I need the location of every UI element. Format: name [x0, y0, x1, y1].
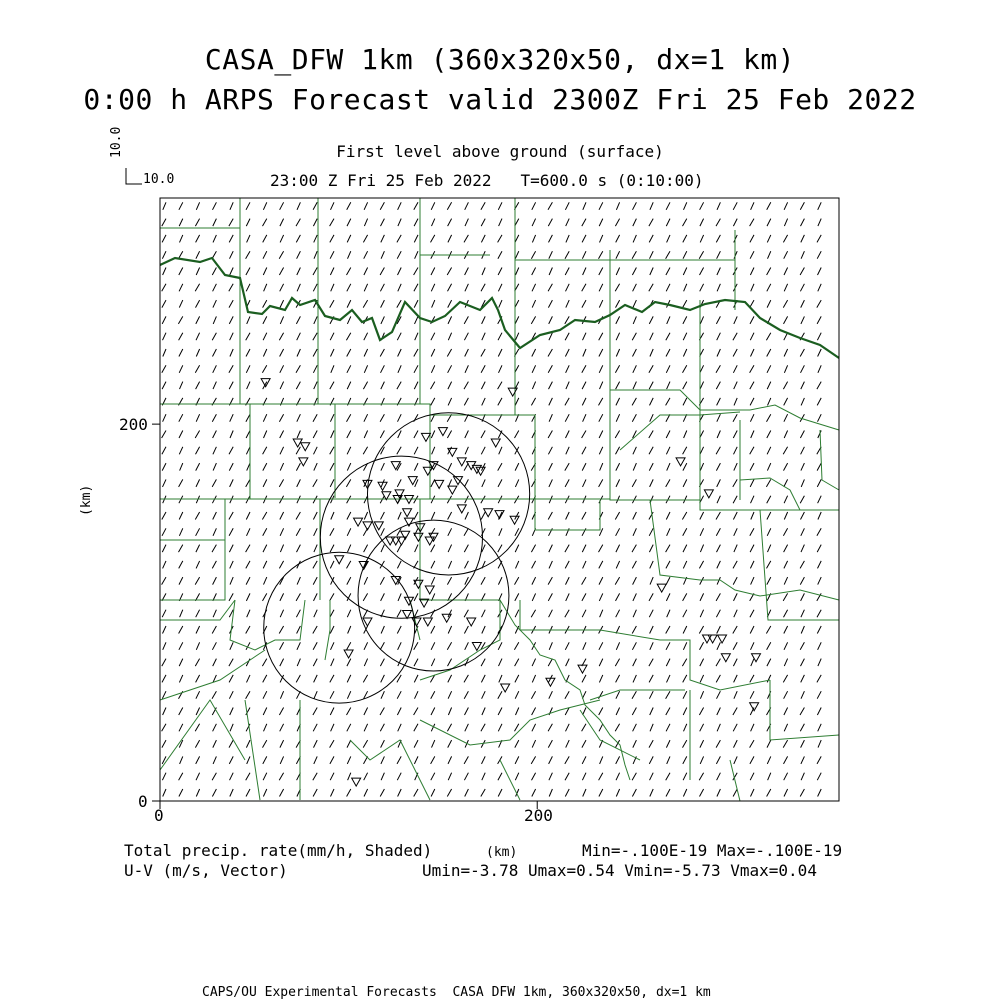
- station-marker-6: [391, 462, 400, 470]
- uv-minmax: Umin=-3.78 Umax=0.54 Vmin=-5.73 Vmax=0.04: [422, 861, 817, 880]
- vector-key-label: 10.0: [143, 172, 175, 187]
- county-boundary-27: [230, 600, 305, 650]
- station-marker-0: [261, 379, 270, 387]
- station-marker-18: [395, 490, 404, 498]
- station-marker-61: [676, 458, 685, 466]
- station-marker-20: [448, 486, 457, 494]
- y-tick-0: 0: [138, 792, 148, 811]
- title-line2: 0:00 h ARPS Forecast valid 2300Z Fri 25 Feb 2022: [83, 83, 917, 116]
- county-boundary-32: [590, 690, 685, 700]
- county-boundary-38: [350, 740, 430, 800]
- station-marker-15: [508, 388, 517, 396]
- station-marker-2: [301, 443, 310, 451]
- county-boundary-31: [520, 600, 770, 690]
- station-marker-27: [354, 518, 363, 526]
- station-marker-14: [491, 439, 500, 447]
- station-marker-56: [472, 642, 481, 650]
- station-marker-43: [335, 556, 344, 564]
- station-marker-63: [657, 584, 666, 592]
- station-marker-67: [721, 654, 730, 662]
- county-boundary-26: [760, 510, 839, 620]
- county-boundary-0: [160, 404, 535, 420]
- station-marker-22: [435, 480, 444, 488]
- vector-key-vertical-label: 10.0: [109, 126, 124, 158]
- radar-ring-3: [264, 552, 415, 703]
- title-line1: CASA_DFW 1km (360x320x50, dx=1 km): [204, 43, 796, 76]
- county-boundary-21: [620, 412, 740, 450]
- county-boundary-34: [770, 680, 839, 740]
- station-marker-58: [501, 684, 510, 692]
- footer-credit: CAPS/OU Experimental Forecasts CASA DFW 1km, 360x320x50, dx=1 km: [202, 985, 711, 1000]
- station-marker-52: [403, 610, 412, 618]
- station-marker-8: [457, 458, 466, 466]
- station-marker-42: [510, 516, 519, 524]
- station-marker-57: [344, 650, 353, 658]
- station-marker-11: [423, 467, 432, 475]
- y-tick-200: 200: [119, 415, 148, 434]
- station-marker-70: [352, 778, 361, 786]
- county-boundary-23: [740, 478, 800, 510]
- county-boundary-42: [730, 760, 740, 801]
- x-axis-unit: (km): [486, 845, 518, 860]
- station-marker-21: [454, 477, 463, 485]
- station-marker-5: [421, 433, 430, 441]
- station-marker-39: [457, 505, 466, 513]
- county-boundary-39: [420, 700, 600, 745]
- county-boundary-16: [535, 420, 600, 530]
- x-tick-200: 200: [524, 806, 553, 825]
- level-subtitle: First level above ground (surface): [336, 142, 664, 161]
- vector-key-arrow: [126, 168, 142, 184]
- county-boundary-29: [325, 600, 330, 660]
- station-marker-54: [423, 618, 432, 626]
- station-marker-69: [750, 703, 759, 711]
- county-boundary-20: [610, 390, 839, 430]
- y-axis-unit: (km): [79, 484, 94, 516]
- station-marker-62: [704, 490, 713, 498]
- precip-legend-label: Total precip. rate(mm/h, Shaded): [124, 841, 433, 860]
- county-boundary-25: [650, 500, 839, 600]
- county-boundary-40: [500, 760, 520, 800]
- station-marker-55: [467, 618, 476, 626]
- county-boundary-24: [820, 430, 839, 490]
- x-tick-0: 0: [154, 806, 164, 825]
- station-marker-47: [425, 586, 434, 594]
- station-marker-66: [718, 635, 727, 643]
- precip-minmax: Min=-.100E-19 Max=-.100E-19: [582, 841, 843, 860]
- county-boundary-36: [245, 700, 260, 800]
- station-marker-60: [578, 665, 587, 673]
- station-marker-3: [299, 458, 308, 466]
- station-marker-26: [403, 509, 412, 517]
- station-marker-4: [438, 428, 447, 436]
- station-marker-50: [442, 614, 451, 622]
- county-boundary-43: [160, 600, 235, 620]
- vector-legend-label: U-V (m/s, Vector): [124, 861, 288, 880]
- time-subtitle: 23:00 Z Fri 25 Feb 2022 T=600.0 s (0:10:00): [270, 171, 704, 190]
